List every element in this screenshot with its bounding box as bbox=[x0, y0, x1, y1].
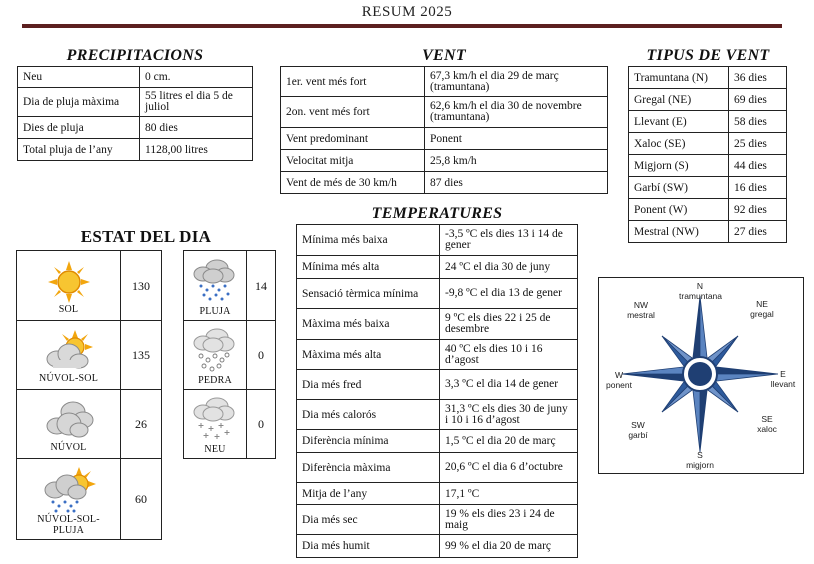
row-value: 17,1 ºC bbox=[440, 483, 578, 505]
weather-count: 26 bbox=[121, 390, 162, 459]
table-row bbox=[297, 430, 578, 453]
row-label: Neu bbox=[18, 67, 140, 88]
table-row bbox=[297, 225, 578, 256]
row-label: Gregal (NE) bbox=[629, 89, 729, 111]
title-divider bbox=[22, 24, 782, 28]
weather-cell bbox=[17, 321, 121, 390]
vent-heading: VENT bbox=[422, 47, 466, 64]
row-label: 1er. vent més fort bbox=[281, 67, 425, 97]
weather-label: NÚVOL-SOL-PLUJA bbox=[37, 514, 100, 536]
row-value: 58 dies bbox=[729, 111, 787, 133]
cloud-sun-rain-icon bbox=[41, 466, 97, 514]
row-label: Sensació tèrmica mínima bbox=[297, 279, 440, 309]
table-row bbox=[281, 128, 608, 150]
sun-icon bbox=[47, 260, 91, 304]
precipitacions-heading: PRECIPITACIONS bbox=[66, 47, 204, 64]
table-row bbox=[17, 251, 162, 321]
row-label: Mitja de l’any bbox=[297, 483, 440, 505]
compass-west bbox=[601, 370, 637, 390]
table-row bbox=[629, 221, 787, 243]
cloud-icon bbox=[43, 398, 95, 442]
row-value: 25,8 km/h bbox=[425, 150, 608, 172]
cloud-sun-icon bbox=[43, 329, 95, 373]
compass-nw-name: mestral bbox=[627, 310, 655, 320]
table-row bbox=[297, 370, 578, 400]
weather-count: 0 bbox=[247, 390, 276, 459]
table-row bbox=[18, 117, 253, 139]
table-row bbox=[297, 453, 578, 483]
weather-label: SOL bbox=[58, 303, 79, 315]
table-row bbox=[297, 505, 578, 535]
row-value: 69 dies bbox=[729, 89, 787, 111]
row-value: -3,5 ºC els dies 13 i 14 de gener bbox=[440, 225, 578, 256]
snow-icon bbox=[191, 396, 239, 444]
row-value: 3,3 ºC el dia 14 de gener bbox=[440, 370, 578, 400]
table-row bbox=[297, 309, 578, 340]
table-row bbox=[297, 340, 578, 370]
table-row bbox=[184, 390, 276, 459]
compass-e: E bbox=[780, 369, 786, 379]
table-row bbox=[629, 177, 787, 199]
weather-count: 130 bbox=[121, 251, 162, 321]
table-row bbox=[281, 150, 608, 172]
compass-s-name: migjorn bbox=[686, 460, 714, 470]
row-value: 55 litres el dia 5 de juliol bbox=[140, 88, 253, 117]
row-value: 16 dies bbox=[729, 177, 787, 199]
row-value: 67,3 km/h el dia 29 de març (tramuntana) bbox=[425, 67, 608, 97]
compass-w-name: ponent bbox=[606, 380, 632, 390]
table-row bbox=[629, 89, 787, 111]
row-label: Garbí (SW) bbox=[629, 177, 729, 199]
page-title: RESUM 2025 bbox=[361, 4, 453, 20]
row-value: 27 dies bbox=[729, 221, 787, 243]
estat-dia-heading: ESTAT DEL DIA bbox=[80, 227, 212, 246]
weather-label: NEU bbox=[204, 444, 226, 455]
row-label: Màxima més alta bbox=[297, 340, 440, 370]
compass-sw-name: garbí bbox=[628, 430, 648, 440]
row-value: 24 ºC el dia 30 de juny bbox=[440, 256, 578, 279]
row-value: -9,8 ºC el dia 13 de gener bbox=[440, 279, 578, 309]
weather-cell bbox=[17, 390, 121, 459]
row-label: Tramuntana (N) bbox=[629, 67, 729, 89]
row-value: 1,5 ºC el dia 20 de març bbox=[440, 430, 578, 453]
compass-southwest bbox=[623, 420, 653, 440]
compass-northwest bbox=[623, 300, 659, 320]
row-label: Dia més fred bbox=[297, 370, 440, 400]
row-value: 36 dies bbox=[729, 67, 787, 89]
row-label: Velocitat mitja bbox=[281, 150, 425, 172]
row-label: Dia de pluja màxima bbox=[18, 88, 140, 117]
weather-count: 135 bbox=[121, 321, 162, 390]
row-value: 44 dies bbox=[729, 155, 787, 177]
compass-n-name: tramuntana bbox=[679, 291, 722, 301]
weather-cell bbox=[184, 251, 247, 321]
weather-cell bbox=[17, 251, 121, 321]
table-row bbox=[297, 279, 578, 309]
compass-n: N bbox=[696, 281, 704, 291]
table-row bbox=[629, 155, 787, 177]
table-row bbox=[18, 67, 253, 88]
table-row bbox=[17, 459, 162, 540]
row-label: Dia més calorós bbox=[297, 400, 440, 430]
table-row bbox=[281, 172, 608, 194]
row-value: 25 dies bbox=[729, 133, 787, 155]
row-value: 80 dies bbox=[140, 117, 253, 139]
compass-south bbox=[681, 450, 719, 470]
table-row bbox=[18, 139, 253, 161]
row-label: Ponent (W) bbox=[629, 199, 729, 221]
weather-cell bbox=[184, 390, 247, 459]
row-label: Dies de pluja bbox=[18, 117, 140, 139]
weather-count: 0 bbox=[247, 321, 276, 390]
tipus-vent-heading: TIPUS DE VENT bbox=[646, 47, 770, 64]
compass-ne: NE bbox=[756, 299, 768, 309]
row-label: Mínima més baixa bbox=[297, 225, 440, 256]
row-value: 1128,00 litres bbox=[140, 139, 253, 161]
row-label: Vent de més de 30 km/h bbox=[281, 172, 425, 194]
row-value: Ponent bbox=[425, 128, 608, 150]
compass-s: S bbox=[697, 450, 703, 460]
table-row bbox=[297, 483, 578, 505]
weather-cell bbox=[184, 321, 247, 390]
hail-icon bbox=[191, 327, 239, 375]
table-row bbox=[629, 199, 787, 221]
row-value: 31,3 ºC els dies 30 de juny i 10 i 16 d’agost bbox=[440, 400, 578, 430]
row-label: Diferència mínima bbox=[297, 430, 440, 453]
weather-label: PEDRA bbox=[198, 375, 232, 386]
table-row bbox=[297, 535, 578, 558]
weather-label: PLUJA bbox=[199, 305, 231, 317]
weather-label: NÚVOL bbox=[50, 442, 87, 453]
table-row bbox=[18, 88, 253, 117]
temperatures-heading: TEMPERATURES bbox=[371, 205, 503, 222]
compass-sw: SW bbox=[631, 420, 645, 430]
row-label: Total pluja de l’any bbox=[18, 139, 140, 161]
table-row bbox=[629, 111, 787, 133]
row-value: 87 dies bbox=[425, 172, 608, 194]
row-label: Mestral (NW) bbox=[629, 221, 729, 243]
compass-north bbox=[679, 281, 721, 301]
compass-northeast bbox=[745, 299, 779, 319]
weather-count: 60 bbox=[121, 459, 162, 540]
row-label: Migjorn (S) bbox=[629, 155, 729, 177]
estat-dia-table-left bbox=[16, 250, 162, 540]
row-label: Dia més sec bbox=[297, 505, 440, 535]
row-label: Llevant (E) bbox=[629, 111, 729, 133]
row-label: Xaloc (SE) bbox=[629, 133, 729, 155]
precipitacions-table bbox=[17, 66, 253, 161]
weather-cell bbox=[17, 459, 121, 540]
vent-table bbox=[280, 66, 608, 194]
compass-se: SE bbox=[761, 414, 773, 424]
table-row bbox=[297, 400, 578, 430]
row-value: 99 % el dia 20 de març bbox=[440, 535, 578, 558]
compass-east bbox=[765, 369, 801, 389]
compass-se-name: xaloc bbox=[757, 424, 777, 434]
table-row bbox=[17, 390, 162, 459]
temperatures-table bbox=[296, 224, 578, 558]
row-label: Diferència màxima bbox=[297, 453, 440, 483]
row-label: Dia més humit bbox=[297, 535, 440, 558]
row-label: 2on. vent més fort bbox=[281, 97, 425, 128]
table-row bbox=[297, 256, 578, 279]
table-row bbox=[629, 67, 787, 89]
row-value: 0 cm. bbox=[140, 67, 253, 88]
compass-e-name: llevant bbox=[770, 379, 796, 389]
table-row bbox=[281, 67, 608, 97]
weather-label: NÚVOL-SOL bbox=[38, 373, 99, 384]
row-value: 92 dies bbox=[729, 199, 787, 221]
rain-icon bbox=[191, 258, 239, 306]
row-value: 9 ºC els dies 22 i 25 de desembre bbox=[440, 309, 578, 340]
row-label: Mínima més alta bbox=[297, 256, 440, 279]
compass-rose bbox=[598, 277, 804, 474]
table-row bbox=[629, 133, 787, 155]
row-label: Vent predominant bbox=[281, 128, 425, 150]
compass-nw: NW bbox=[633, 300, 649, 310]
weather-count: 14 bbox=[247, 251, 276, 321]
table-row bbox=[184, 251, 276, 321]
compass-w: W bbox=[614, 370, 624, 380]
table-row bbox=[17, 321, 162, 390]
row-value: 19 % els dies 23 i 24 de maig bbox=[440, 505, 578, 535]
row-label: Màxima més baixa bbox=[297, 309, 440, 340]
tipus-vent-table bbox=[628, 66, 787, 243]
row-value: 20,6 ºC el dia 6 d’octubre bbox=[440, 453, 578, 483]
table-row bbox=[184, 321, 276, 390]
estat-dia-table-right bbox=[183, 250, 276, 459]
row-value: 62,6 km/h el dia 30 de novembre (tramuntana) bbox=[425, 97, 608, 128]
compass-southeast bbox=[751, 414, 783, 434]
row-value: 40 ºC els dies 10 i 16 d’agost bbox=[440, 340, 578, 370]
compass-ne-name: gregal bbox=[750, 309, 774, 319]
table-row bbox=[281, 97, 608, 128]
